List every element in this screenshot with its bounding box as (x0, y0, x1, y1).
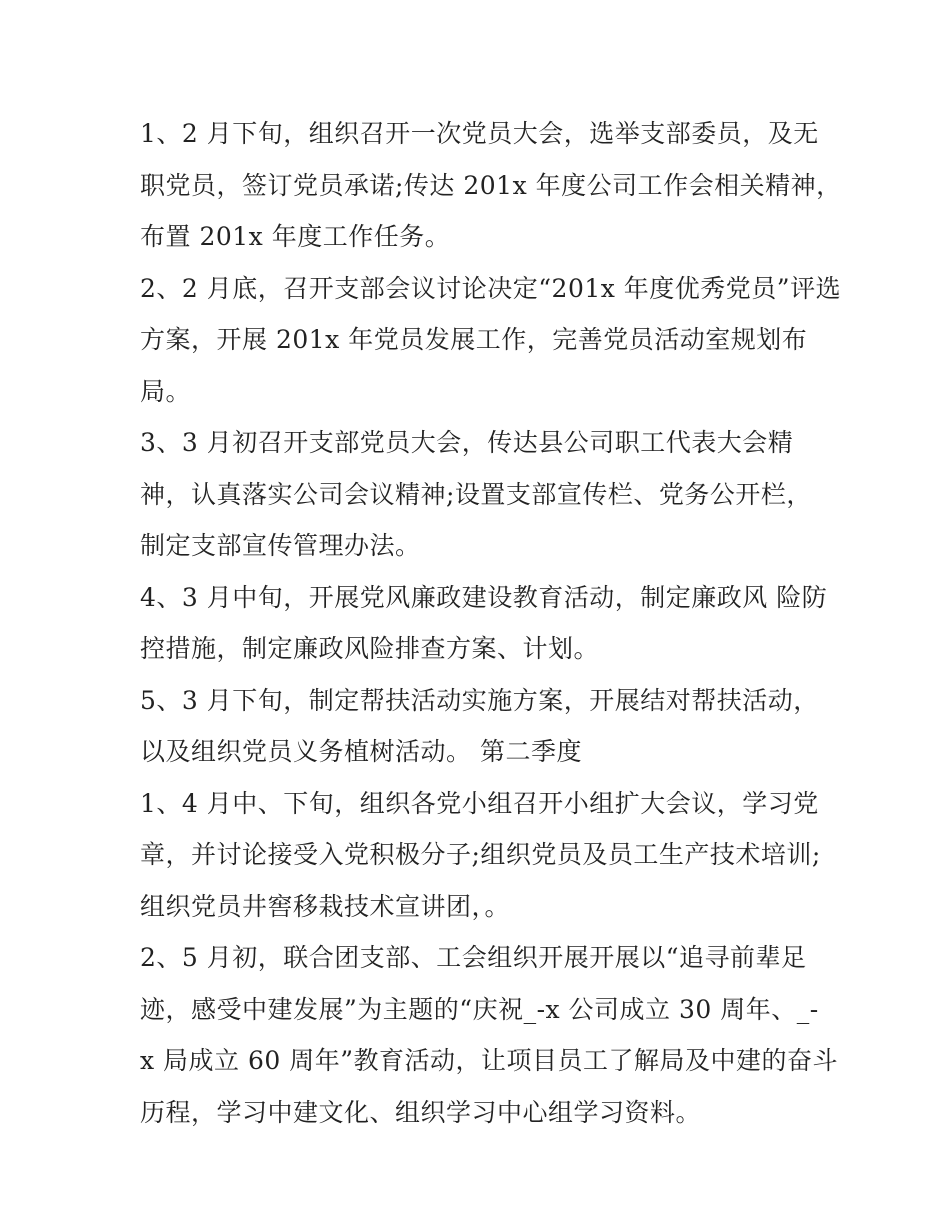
paragraph-q1-item-2 (140, 263, 842, 418)
text-line: 迹，感受中建发展”为主题的“庆祝_-x 公司成立 30 周年、_- (140, 994, 819, 1024)
paragraph-q2-item-1 (140, 778, 821, 933)
text-line: 方案，开展 201x 年党员发展工作，完善党员活动室规划布 (140, 325, 808, 354)
paragraph-q1-item-5 (140, 675, 819, 778)
text-line: 神，认真落实公司会议精神;设置支部宣传栏、党务公开栏， (140, 479, 812, 509)
text-line: 局。 (140, 376, 192, 406)
text-line: 历程，学习中建文化、组织学习中心组学习资料。 (140, 1097, 702, 1127)
paragraph-q2-item-2 (140, 932, 839, 1138)
text-line: 1、4 月中、下旬，组织各党小组召开小组扩大会议，学习党 (140, 788, 819, 818)
text-line: 4、3 月中旬，开展党风廉政建设教育活动，制定廉政风 险防 (140, 582, 828, 612)
text-line: 5、3 月下旬，制定帮扶活动实施方案，开展结对帮扶活动， (140, 685, 819, 715)
paragraph-q1-item-1 (140, 108, 842, 263)
paragraph-q1-item-3 (140, 417, 810, 572)
text-line: 2、5 月初，联合团支部、工会组织开展开展以“追寻前辈足 (140, 943, 807, 972)
text-line: 2、2 月底，召开支部会议讨论决定“201x 年度优秀党员”评选 (140, 273, 842, 303)
text-line: 组织党员井窖移栽技术宣讲团，。 (140, 891, 511, 921)
text-line: 1、2 月下旬，组织召开一次党员大会，选举支部委员，及无 (140, 119, 819, 148)
text-line: 制定支部宣传管理办法。 (140, 531, 421, 560)
document-body (140, 108, 842, 1138)
text-line: 以及组织党员义务植树活动。 第二季度 (140, 737, 582, 766)
text-line: 控措施，制定廉政风险排查方案、计划。 (140, 634, 600, 663)
paragraph-q1-item-4 (140, 572, 828, 675)
text-line: 章，并讨论接受入党积极分子;组织党员及员工生产技术培训; (140, 840, 821, 869)
text-line: 3、3 月初召开支部党员大会，传达县公司职工代表大会精 (140, 428, 794, 457)
text-line: x 局成立 60 周年”教育活动，让项目员工了解局及中建的奋斗 (140, 1046, 839, 1075)
text-line: 布置 201x 年度工作任务。 (140, 222, 451, 251)
text-line: 职党员，签订党员承诺;传达 201x 年度公司工作会相关精神， (140, 170, 842, 200)
